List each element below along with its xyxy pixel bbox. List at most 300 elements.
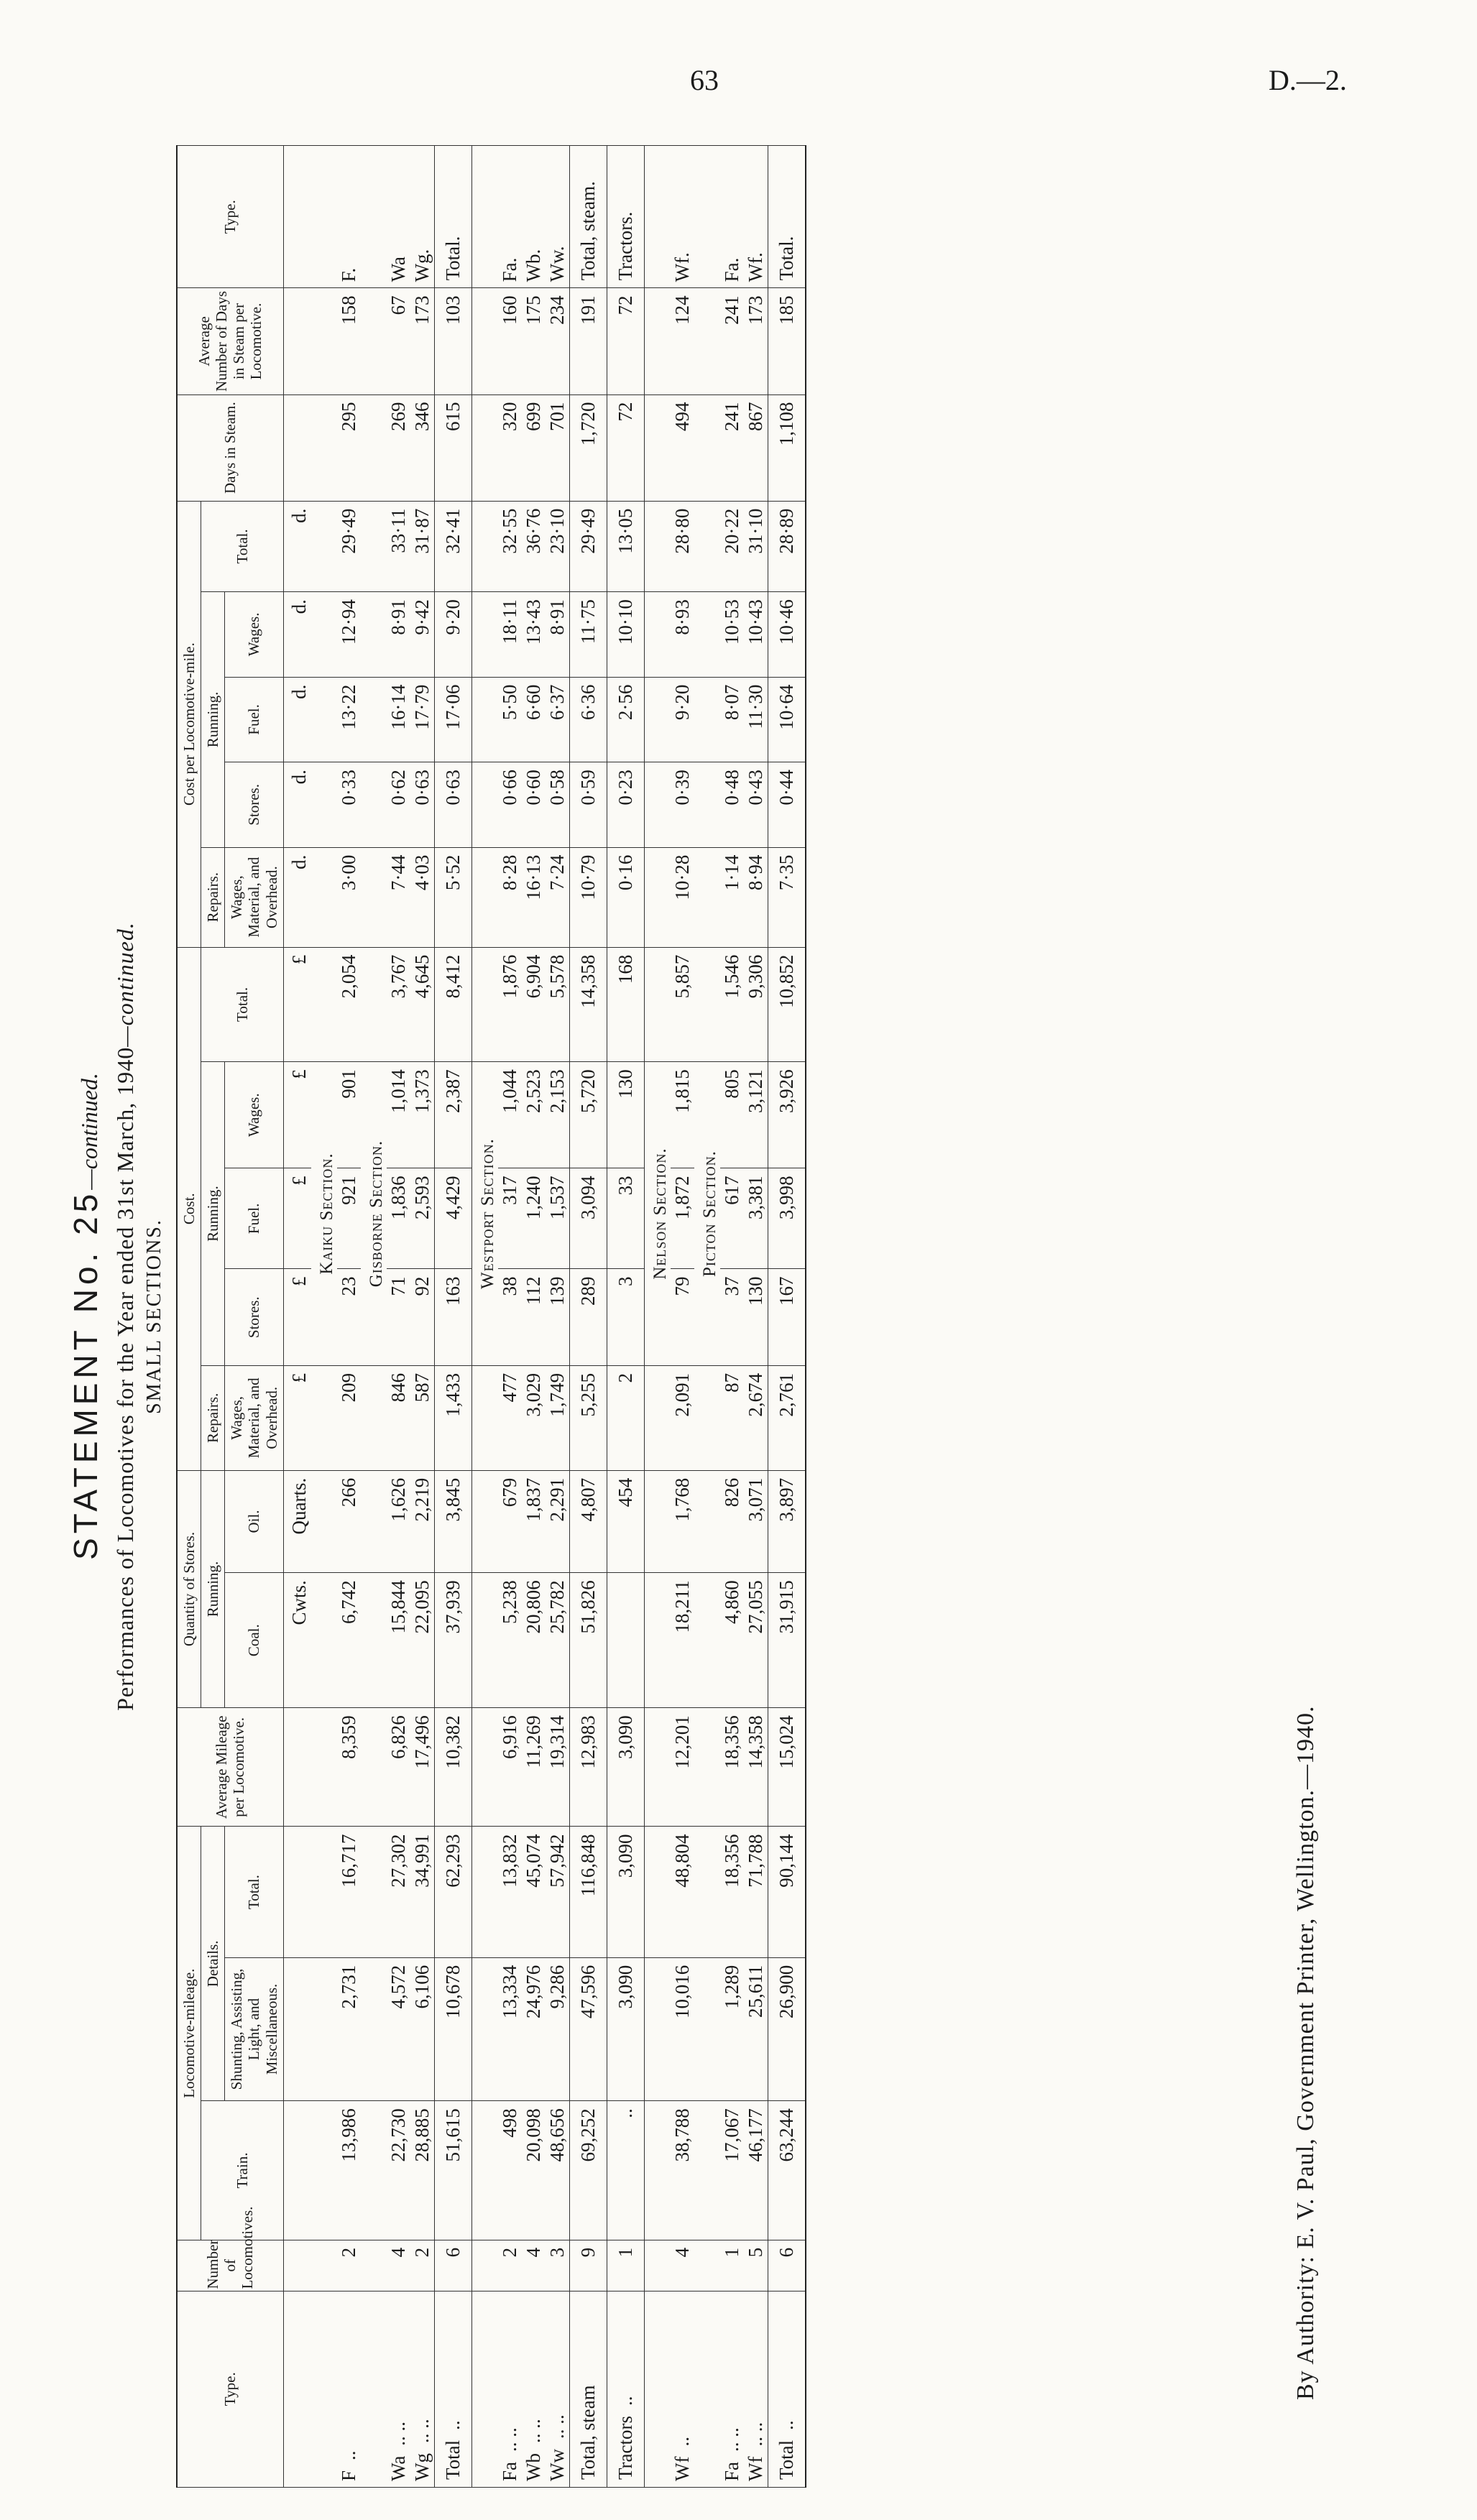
total-cell: 34,991 [410, 1827, 435, 1957]
shunt-cell: 6,106 [410, 1957, 435, 2100]
sto-cell: 79 [671, 1269, 694, 1365]
type-cell [337, 2291, 361, 2487]
pwag-cell: 10·46 [768, 592, 806, 678]
pfuel-cell: 17·79 [410, 677, 435, 762]
unit-cell: d. [283, 677, 311, 762]
rotated-statement [63, 145, 1282, 2488]
typer-cell: Wf. [671, 146, 694, 288]
leader-dots: .. .. [410, 2419, 433, 2444]
fuel-cell: 617 [720, 1168, 744, 1269]
statement-title: STATEMENT No. 25—continued. [67, 1073, 104, 1560]
empty-cell [694, 1708, 720, 1827]
empty-cell [283, 2101, 311, 2240]
leader-dots: .. [671, 2437, 693, 2447]
unit-cell: d. [283, 847, 311, 947]
ptot-cell: 13·05 [607, 501, 644, 591]
ptot-cell: 31·87 [410, 501, 435, 591]
type-label: Tractors [614, 2415, 636, 2480]
train-cell: 38,788 [671, 2101, 694, 2240]
wag-cell: 5,720 [569, 1062, 607, 1168]
empty-cell [283, 2291, 311, 2487]
unit-cell: £ [283, 1062, 311, 1168]
empty-cell [644, 947, 671, 1062]
header-type-right: Type. [177, 146, 283, 288]
prep-cell: 3·00 [337, 847, 361, 947]
prep-cell: 10·28 [671, 847, 694, 947]
avgd-cell: 124 [671, 288, 694, 394]
avgd-cell: 234 [546, 288, 570, 394]
empty-cell [471, 1957, 498, 2100]
table-row [720, 146, 744, 2488]
train-cell: 63,244 [768, 2101, 806, 2240]
empty-cell [694, 762, 720, 848]
empty-cell [311, 1708, 337, 1827]
empty-cell [311, 1365, 337, 1470]
empty-cell [644, 1470, 671, 1572]
prep-cell: 0·16 [607, 847, 644, 947]
total-cell: 62,293 [434, 1827, 471, 1957]
type-cell [607, 2291, 644, 2487]
prep-cell: 16·13 [522, 847, 546, 947]
header-fuel: Fuel. [225, 1168, 283, 1269]
n-cell: 1 [720, 2240, 744, 2291]
rep-cell: 2,761 [768, 1365, 806, 1470]
total-cell: 57,942 [546, 1827, 570, 1957]
pwag-cell: 8·91 [546, 592, 570, 678]
type-label: Fa [720, 2462, 742, 2481]
pwag-cell: 10·43 [744, 592, 768, 678]
ptot-cell: 32·55 [498, 501, 522, 591]
section-name: Westport Section. [471, 1062, 498, 1366]
avg-cell: 6,916 [498, 1708, 522, 1827]
header-pm-repairs: Repairs. [201, 847, 225, 947]
type-cell [498, 2291, 522, 2487]
empty-cell [644, 288, 671, 394]
section-name: Gisborne Section. [361, 1062, 387, 1366]
type-cell [671, 2291, 694, 2487]
empty-cell [283, 146, 311, 288]
leader-dots: .. .. [522, 2419, 544, 2444]
rep-cell: 2,091 [671, 1365, 694, 1470]
coal-cell: 25,782 [546, 1573, 570, 1708]
leader-dots: .. .. [720, 2427, 742, 2452]
pwag-cell: 10·10 [607, 592, 644, 678]
type-label: Wf [671, 2456, 693, 2481]
total-row [768, 146, 806, 2488]
unit-cell: d. [283, 592, 311, 678]
type-cell [720, 2291, 744, 2487]
oil-cell: 1,626 [387, 1470, 410, 1572]
train-cell: .. [607, 2101, 644, 2240]
ctot-cell: 4,645 [410, 947, 435, 1062]
shunt-cell: 24,976 [522, 1957, 546, 2100]
header-pm-wages: Wages. [225, 592, 283, 678]
total-cell: 71,788 [744, 1827, 768, 1957]
empty-cell [361, 394, 387, 501]
empty-cell [694, 847, 720, 947]
empty-cell [694, 288, 720, 394]
type-label: Total [775, 2440, 797, 2480]
prep-cell: 4·03 [410, 847, 435, 947]
avgd-cell: 160 [498, 288, 522, 394]
days-cell: 346 [410, 394, 435, 501]
type-cell [546, 2291, 570, 2487]
days-cell: 494 [671, 394, 694, 501]
total-cell: 27,302 [387, 1827, 410, 1957]
oil-cell: 266 [337, 1470, 361, 1572]
oil-cell: 679 [498, 1470, 522, 1572]
coal-cell: 20,806 [522, 1573, 546, 1708]
header-avg-mileage: Average Mileage per Locomotive. [177, 1708, 283, 1827]
avgd-cell: 72 [607, 288, 644, 394]
header-cost-repairs: Repairs. [201, 1365, 225, 1470]
sto-cell: 3 [607, 1269, 644, 1365]
table-row [387, 146, 410, 2488]
psto-cell: 0·44 [768, 762, 806, 848]
empty-cell [471, 762, 498, 848]
total-cell: 13,832 [498, 1827, 522, 1957]
avgd-cell: 185 [768, 288, 806, 394]
empty-cell [471, 501, 498, 591]
type-label: Total, steam [576, 2385, 599, 2480]
empty-cell [644, 1708, 671, 1827]
empty-cell [471, 1470, 498, 1572]
pfuel-cell: 16·14 [387, 677, 410, 762]
empty-cell [471, 394, 498, 501]
pfuel-cell: 13·22 [337, 677, 361, 762]
empty-cell [311, 847, 337, 947]
avg-cell: 17,496 [410, 1708, 435, 1827]
n-cell: 2 [337, 2240, 361, 2291]
empty-cell [471, 1365, 498, 1470]
empty-cell [311, 1957, 337, 2100]
oil-cell: 454 [607, 1470, 644, 1572]
empty-cell [644, 592, 671, 678]
pwag-cell: 8·93 [671, 592, 694, 678]
n-cell: 3 [546, 2240, 570, 2291]
total-cell: 116,848 [569, 1827, 607, 1957]
empty-cell [694, 146, 720, 288]
leader-dots: .. [614, 2396, 636, 2406]
table-row [744, 146, 768, 2488]
empty-cell [283, 1708, 311, 1827]
empty-cell [471, 847, 498, 947]
wag-cell: 2,523 [522, 1062, 546, 1168]
type-label: Fa [498, 2462, 520, 2481]
rep-cell: 477 [498, 1365, 522, 1470]
header-mileage-total: Total. [225, 1827, 283, 1957]
header-type: Type. [177, 2291, 283, 2487]
header-qty-stores: Quantity of Stores. [177, 1470, 201, 1707]
coal-cell: 31,915 [768, 1573, 806, 1708]
typer-cell: Tractors. [607, 146, 644, 288]
pfuel-cell: 6·36 [569, 677, 607, 762]
avg-cell: 12,983 [569, 1708, 607, 1827]
oil-cell: 1,768 [671, 1470, 694, 1572]
sto-cell: 139 [546, 1269, 570, 1365]
typer-cell: Wf. [744, 146, 768, 288]
oil-cell: 3,897 [768, 1470, 806, 1572]
ptot-cell: 31·10 [744, 501, 768, 591]
empty-cell [694, 1827, 720, 1957]
ptot-cell: 23·10 [546, 501, 570, 591]
type-cell [768, 2291, 806, 2487]
ctot-cell: 8,412 [434, 947, 471, 1062]
pwag-cell: 13·43 [522, 592, 546, 678]
coal-cell: 51,826 [569, 1573, 607, 1708]
avgd-cell: 173 [744, 288, 768, 394]
type-label: Wa [387, 2455, 409, 2481]
empty-cell [471, 677, 498, 762]
empty-cell [694, 677, 720, 762]
pfuel-cell: 10·64 [768, 677, 806, 762]
leader-dots: .. .. [498, 2427, 520, 2452]
total-row [607, 146, 644, 2488]
empty-cell [644, 1365, 671, 1470]
psto-cell: 0·60 [522, 762, 546, 848]
empty-cell [644, 762, 671, 848]
empty-cell [311, 1827, 337, 1957]
shunt-cell: 13,334 [498, 1957, 522, 2100]
empty-cell [471, 2291, 498, 2487]
header-pm-total: Total. [201, 501, 284, 591]
type-cell [522, 2291, 546, 2487]
total-cell: 45,074 [522, 1827, 546, 1957]
ctot-cell: 2,054 [337, 947, 361, 1062]
pfuel-cell: 8·07 [720, 677, 744, 762]
authority-imprint: By Authority: E. V. Paul, Government Printer, Wellington.—1940. [1292, 1705, 1319, 2400]
pwag-cell: 12·94 [337, 592, 361, 678]
rep-cell: 2 [607, 1365, 644, 1470]
empty-cell [644, 1827, 671, 1957]
empty-cell [361, 762, 387, 848]
empty-cell [644, 1957, 671, 2100]
fuel-cell: 317 [498, 1168, 522, 1269]
empty-cell [694, 394, 720, 501]
rep-cell: 1,749 [546, 1365, 570, 1470]
empty-cell [471, 2101, 498, 2240]
header-pm-running: Running. [201, 592, 225, 848]
empty-cell [311, 1470, 337, 1572]
train-cell: 48,656 [546, 2101, 570, 2240]
empty-cell [471, 1827, 498, 1957]
empty-cell [694, 2101, 720, 2240]
n-cell: 6 [768, 2240, 806, 2291]
ptot-cell: 32·41 [434, 501, 471, 591]
avg-cell: 6,826 [387, 1708, 410, 1827]
type-cell [387, 2291, 410, 2487]
type-label: F [337, 2470, 359, 2481]
rep-cell: 3,029 [522, 1365, 546, 1470]
rep-cell: 2,674 [744, 1365, 768, 1470]
empty-cell [311, 394, 337, 501]
table-row [337, 146, 361, 2488]
header-pm-fuel: Fuel. [225, 677, 283, 762]
type-cell [434, 2291, 471, 2487]
fuel-cell: 921 [337, 1168, 361, 1269]
sto-cell: 71 [387, 1269, 410, 1365]
header-stores-running: Running. [201, 1470, 225, 1707]
fuel-cell: 4,429 [434, 1168, 471, 1269]
empty-cell [361, 1827, 387, 1957]
leader-dots: .. .. [387, 2421, 409, 2446]
pfuel-cell: 2·56 [607, 677, 644, 762]
table-row [546, 146, 570, 2488]
header-cost-per-mile: Cost per Locomotive-mile. [177, 501, 201, 947]
typer-cell: Ww. [546, 146, 570, 288]
psto-cell: 0·63 [434, 762, 471, 848]
sto-cell: 23 [337, 1269, 361, 1365]
avg-cell: 3,090 [607, 1708, 644, 1827]
empty-cell [311, 677, 337, 762]
wag-cell: 1,815 [671, 1062, 694, 1168]
table-row [410, 146, 435, 2488]
coal-cell: 18,211 [671, 1573, 694, 1708]
shunt-cell: 4,572 [387, 1957, 410, 2100]
coal-cell: 5,238 [498, 1573, 522, 1708]
section-row [694, 146, 720, 2488]
total-cell: 3,090 [607, 1827, 644, 1957]
train-cell: 13,986 [337, 2101, 361, 2240]
empty-cell [311, 288, 337, 394]
empty-cell [644, 847, 671, 947]
psto-cell: 0·23 [607, 762, 644, 848]
n-cell: 9 [569, 2240, 607, 2291]
wag-cell: 3,926 [768, 1062, 806, 1168]
sto-cell: 92 [410, 1269, 435, 1365]
train-cell: 69,252 [569, 2101, 607, 2240]
empty-cell [283, 394, 311, 501]
rep-cell: 209 [337, 1365, 361, 1470]
unit-cell: £ [283, 1269, 311, 1365]
typer-cell: Fa. [720, 146, 744, 288]
header-stores: Stores. [225, 1269, 283, 1365]
document-reference: D.—2. [1269, 64, 1347, 96]
empty-cell [361, 146, 387, 288]
header-pm-wages-material: Wages, Material, and Overhead. [225, 847, 283, 947]
leader-dots: .. [337, 2450, 359, 2460]
section-name: Kaiku Section. [311, 1062, 337, 1366]
n-cell: 4 [387, 2240, 410, 2291]
prep-cell: 10·79 [569, 847, 607, 947]
empty-cell [283, 1957, 311, 2100]
avgd-cell: 103 [434, 288, 471, 394]
wag-cell: 901 [337, 1062, 361, 1168]
wag-cell: 3,121 [744, 1062, 768, 1168]
header-number: Number of Locomotives. [177, 2240, 283, 2291]
pwag-cell: 10·53 [720, 592, 744, 678]
unit-cell: Cwts. [283, 1573, 311, 1708]
empty-cell [361, 1573, 387, 1708]
table-row [498, 146, 522, 2488]
prep-cell: 1·14 [720, 847, 744, 947]
prep-cell: 5·52 [434, 847, 471, 947]
pwag-cell: 8·91 [387, 592, 410, 678]
oil-cell: 1,837 [522, 1470, 546, 1572]
train-cell: 51,615 [434, 2101, 471, 2240]
n-cell: 6 [434, 2240, 471, 2291]
sto-cell: 38 [498, 1269, 522, 1365]
empty-cell [471, 2240, 498, 2291]
empty-cell [694, 1573, 720, 1708]
header-cost-running: Running. [201, 1062, 225, 1366]
ptot-cell: 29·49 [569, 501, 607, 591]
empty-cell [644, 2291, 671, 2487]
oil-cell: 3,845 [434, 1470, 471, 1572]
empty-cell [644, 2101, 671, 2240]
empty-cell [644, 394, 671, 501]
psto-cell: 0·39 [671, 762, 694, 848]
ptot-cell: 20·22 [720, 501, 744, 591]
n-cell: 4 [522, 2240, 546, 2291]
sto-cell: 130 [744, 1269, 768, 1365]
typer-cell: Wb. [522, 146, 546, 288]
coal-cell [607, 1573, 644, 1708]
total-cell: 90,144 [768, 1827, 806, 1957]
sto-cell: 37 [720, 1269, 744, 1365]
leader-dots: .. .. [744, 2422, 766, 2447]
empty-cell [694, 1470, 720, 1572]
shunt-cell: 2,731 [337, 1957, 361, 2100]
empty-cell [471, 1708, 498, 1827]
days-cell: 269 [387, 394, 410, 501]
oil-cell: 4,807 [569, 1470, 607, 1572]
empty-cell [644, 501, 671, 591]
fuel-cell: 3,998 [768, 1168, 806, 1269]
ctot-cell: 1,876 [498, 947, 522, 1062]
avg-cell: 10,382 [434, 1708, 471, 1827]
shunt-cell: 9,286 [546, 1957, 570, 2100]
header-wages: Wages. [225, 1062, 283, 1168]
coal-cell: 6,742 [337, 1573, 361, 1708]
avgd-cell: 175 [522, 288, 546, 394]
empty-cell [361, 1470, 387, 1572]
pfuel-cell: 17·06 [434, 677, 471, 762]
shunt-cell: 3,090 [607, 1957, 644, 2100]
leader-dots: .. [775, 2420, 797, 2430]
leader-dots: .. [441, 2420, 464, 2430]
header-wages-material: Wages, Material, and Overhead. [225, 1365, 283, 1470]
empty-cell [694, 1365, 720, 1470]
ctot-cell: 168 [607, 947, 644, 1062]
fuel-cell: 3,381 [744, 1168, 768, 1269]
pfuel-cell: 9·20 [671, 677, 694, 762]
total-cell: 18,356 [720, 1827, 744, 1957]
pwag-cell: 18·11 [498, 592, 522, 678]
avg-cell: 11,269 [522, 1708, 546, 1827]
section-name: Picton Section. [694, 1062, 720, 1366]
empty-cell [361, 1957, 387, 2100]
empty-cell [361, 2101, 387, 2240]
days-cell: 701 [546, 394, 570, 501]
empty-cell [361, 847, 387, 947]
shunt-cell: 26,900 [768, 1957, 806, 2100]
shunt-cell: 47,596 [569, 1957, 607, 2100]
ptot-cell: 36·76 [522, 501, 546, 591]
days-cell: 1,108 [768, 394, 806, 501]
oil-cell: 826 [720, 1470, 744, 1572]
table-body [283, 146, 806, 2488]
ctot-cell: 5,578 [546, 947, 570, 1062]
fuel-cell: 33 [607, 1168, 644, 1269]
wag-cell: 2,387 [434, 1062, 471, 1168]
psto-cell: 0·62 [387, 762, 410, 848]
days-cell: 241 [720, 394, 744, 501]
section-row [644, 146, 671, 2488]
empty-cell [471, 146, 498, 288]
type-cell [410, 2291, 435, 2487]
empty-cell [644, 677, 671, 762]
